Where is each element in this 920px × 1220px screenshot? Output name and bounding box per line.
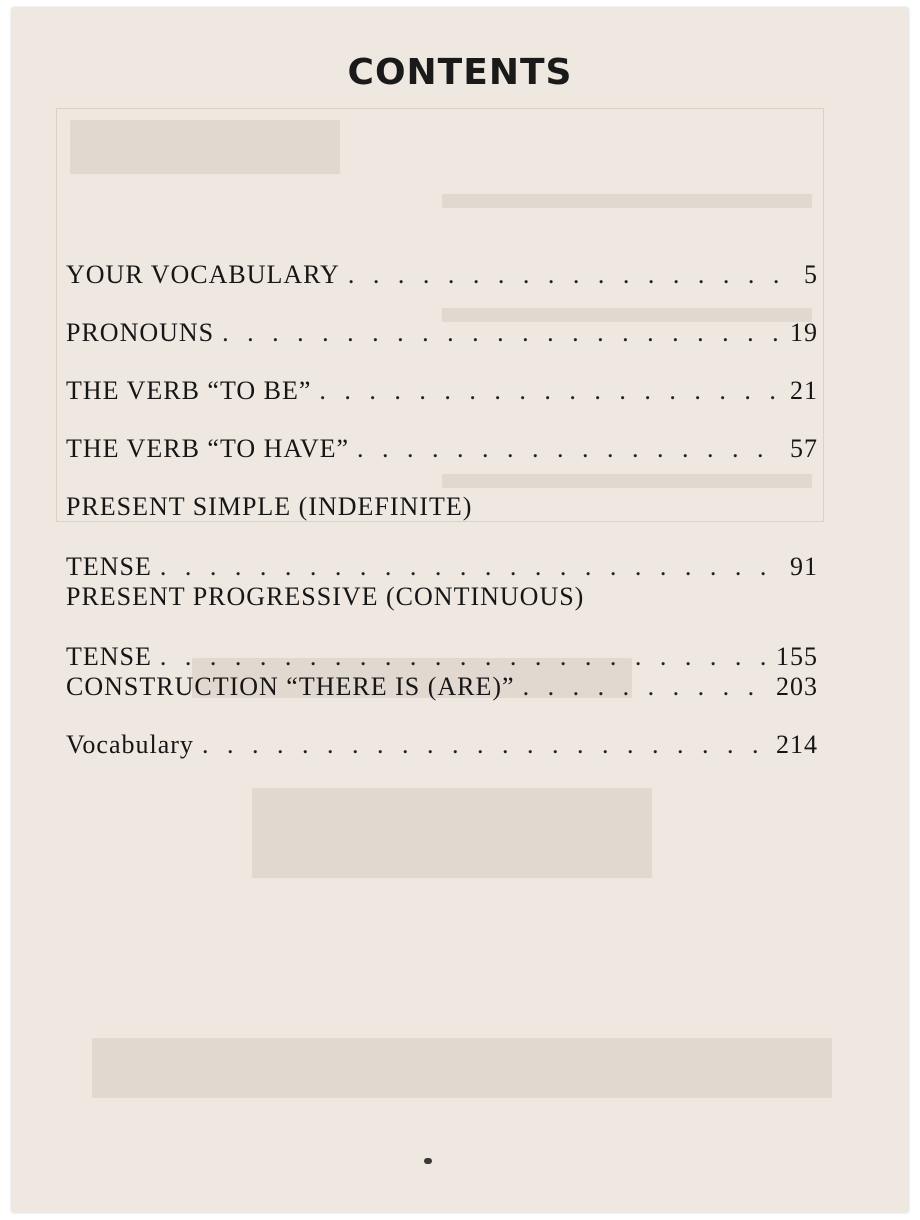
show-through-band: [442, 194, 812, 208]
toc-entry: [66, 672, 818, 702]
toc-entry-page: 203: [776, 672, 818, 701]
show-through-text: [92, 1038, 832, 1098]
toc-entry: [66, 376, 818, 406]
toc-entry-page: 214: [776, 730, 818, 759]
toc-entry: [66, 730, 818, 760]
toc-entry: [66, 260, 818, 290]
dot-leader: [357, 434, 782, 464]
toc-entry-title: TENSE: [66, 552, 152, 581]
toc-entry-title: PRONOUNS: [66, 318, 215, 347]
contents-heading: CONTENTS: [347, 52, 573, 93]
toc-entry: [66, 492, 818, 582]
dot-leader: [319, 376, 782, 406]
toc-entry-page: 57: [790, 434, 818, 463]
ink-speck: [424, 1158, 432, 1164]
dot-leader: [348, 260, 796, 290]
toc-entry-page: 5: [804, 260, 818, 289]
dot-leader: [523, 672, 768, 702]
toc-entry-page: 19: [790, 318, 818, 347]
book-page: [12, 8, 908, 1212]
toc-entry-title-line: PRESENT SIMPLE (INDEFINITE): [66, 492, 473, 521]
toc-entry: [66, 318, 818, 348]
dot-leader: [202, 730, 768, 760]
toc-entry-title: Vocabulary: [66, 730, 194, 759]
toc-entry-title: TENSE: [66, 642, 152, 671]
show-through-block: [70, 120, 340, 174]
show-through-text: [252, 788, 652, 878]
dot-leader: [222, 318, 782, 348]
toc-entry-title-line: PRESENT PROGRESSIVE (CONTINUOUS): [66, 582, 585, 611]
toc-entry-title: THE VERB “TO HAVE”: [66, 434, 350, 463]
toc-entry-page: 21: [790, 376, 818, 405]
toc-entry-title: CONSTRUCTION “THERE IS (ARE)”: [66, 672, 515, 701]
toc-entry-title: THE VERB “TO BE”: [66, 376, 312, 405]
dot-leader: [160, 642, 768, 672]
toc-entry: [66, 582, 818, 672]
show-through-band: [442, 474, 812, 488]
toc-entry-title: YOUR VOCABULARY: [66, 260, 340, 289]
toc-entry-page: 91: [790, 552, 818, 581]
dot-leader: [160, 552, 782, 582]
toc-entry-page: 155: [776, 642, 818, 671]
toc-entry: [66, 434, 818, 464]
